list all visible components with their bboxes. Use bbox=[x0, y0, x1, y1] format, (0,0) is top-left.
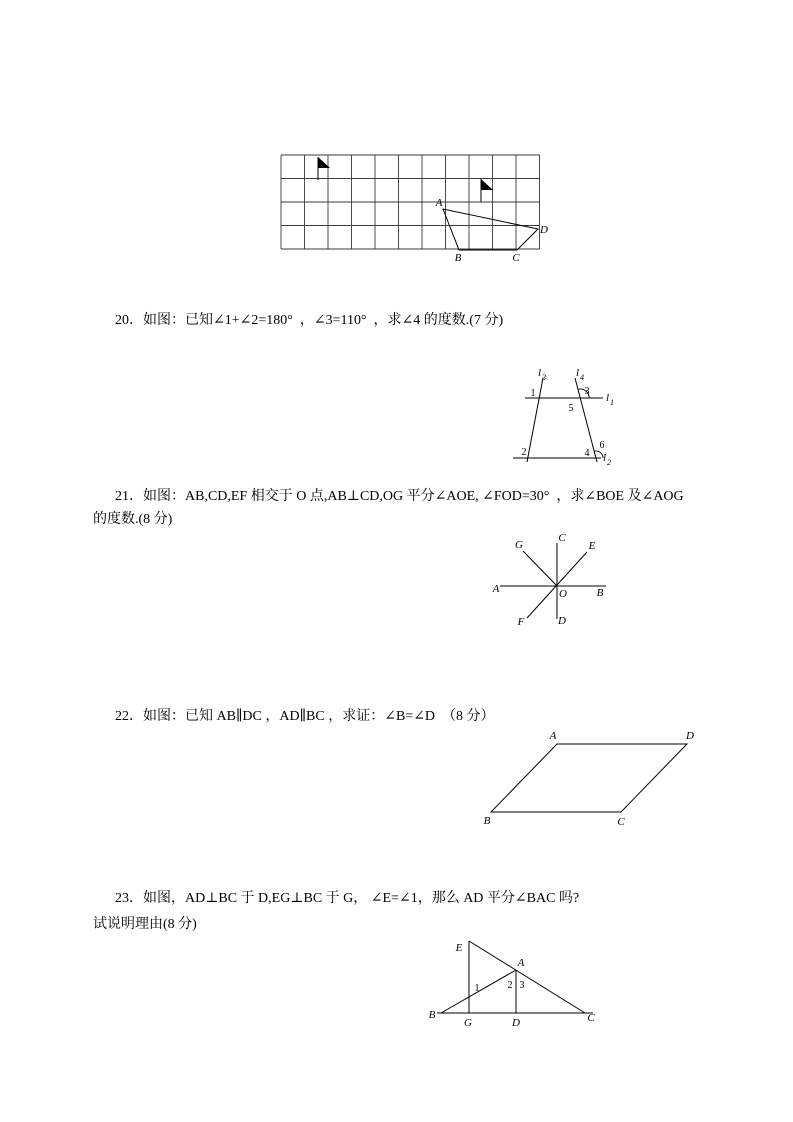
label-e: E bbox=[588, 540, 596, 552]
label-l4: l bbox=[576, 367, 580, 379]
figure-grid-translation bbox=[280, 153, 552, 267]
problem-22-text: 22．如图：已知 AB∥DC ，AD∥BC ，求证：∠B=∠D （8 分） bbox=[115, 709, 495, 724]
label-g: G bbox=[464, 1017, 472, 1029]
flag-icon bbox=[481, 179, 493, 202]
label-e: E bbox=[455, 942, 463, 954]
angle-label-2: 2 bbox=[521, 447, 527, 458]
vertex-label-d: D bbox=[540, 224, 548, 236]
vertex-label-a: A bbox=[435, 197, 443, 209]
label-o: O bbox=[559, 588, 567, 600]
problem-20-text: 20．如图：已知∠1+∠2=180° ，∠3=110° ，求∠4 的度数.(7 分) bbox=[115, 313, 504, 328]
figure-problem-20 bbox=[503, 364, 621, 472]
problem-21-text-line2: 的度数.(8 分) bbox=[93, 512, 173, 527]
figure-problem-23 bbox=[423, 926, 608, 1036]
label-d: D bbox=[686, 730, 694, 742]
label-b: B bbox=[428, 1009, 436, 1021]
problem-23-text-line1: 23．如图，AD⊥BC 于 D,EG⊥BC 于 G， ∠E=∠1，那么 AD 平分∠BAC 吗? bbox=[115, 891, 580, 906]
problem-21-text-line1: 21．如图：AB,CD,EF 相交于 O 点,AB⊥CD,OG 平分∠AOE, ∠FOD=30° ，求∠BOE 及∠AOG bbox=[115, 489, 684, 504]
label-l4-sub: 4 bbox=[580, 373, 584, 382]
label-l3: l bbox=[538, 367, 542, 379]
label-l1-sub: 1 bbox=[610, 398, 614, 407]
ray-og bbox=[523, 551, 557, 586]
label-c: C bbox=[558, 532, 566, 544]
label-l3-sub: 3 bbox=[542, 373, 546, 382]
grid-lines bbox=[281, 155, 540, 249]
problem-23-text-line2: 试说明理由(8 分) bbox=[93, 917, 197, 932]
line-ec bbox=[469, 941, 585, 1013]
label-l2-sub: 2 bbox=[607, 458, 611, 467]
label-c: C bbox=[587, 1012, 595, 1024]
label-f: F bbox=[517, 616, 525, 628]
parallelogram bbox=[491, 744, 687, 812]
label-c: C bbox=[617, 816, 625, 828]
label-a: A bbox=[549, 730, 557, 742]
angle-label-3: 3 bbox=[519, 980, 525, 991]
label-g: G bbox=[515, 539, 523, 551]
label-d: D bbox=[558, 615, 566, 627]
angle-label-2: 2 bbox=[507, 980, 513, 991]
angle-label-1: 1 bbox=[530, 388, 536, 399]
label-a: A bbox=[492, 583, 500, 595]
vertex-label-c: C bbox=[512, 252, 520, 264]
angle-label-5: 5 bbox=[568, 403, 574, 414]
label-b: B bbox=[483, 815, 491, 827]
figure-problem-22 bbox=[478, 726, 710, 830]
angle-label-6: 6 bbox=[599, 440, 605, 451]
label-b: B bbox=[596, 587, 604, 599]
vertex-label-b: B bbox=[454, 252, 462, 264]
label-l2: l bbox=[603, 452, 607, 464]
quadrilateral-abcd bbox=[443, 209, 538, 250]
label-d: D bbox=[512, 1017, 520, 1029]
label-a: A bbox=[517, 957, 525, 969]
angle-label-4: 4 bbox=[584, 448, 590, 459]
figure-problem-21 bbox=[486, 531, 616, 635]
angle-label-3: 3 bbox=[584, 386, 590, 397]
angle-label-1: 1 bbox=[474, 983, 480, 994]
label-l1: l bbox=[606, 392, 610, 404]
